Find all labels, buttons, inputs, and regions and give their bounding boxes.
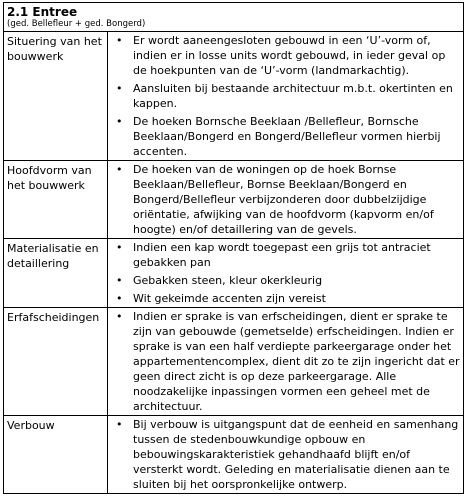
- criteria-row-hoofdvorm: [4, 161, 464, 239]
- criteria-row-situering: [4, 32, 464, 161]
- bullet-item: • Wit gekeimde accenten zijn vereist: [108, 291, 460, 306]
- row-content: [108, 416, 464, 494]
- criteria-row-materialisatie: [4, 239, 464, 308]
- bullet-item: • Indien een kap wordt toegepast een grijs tot antraciet gebakken pan: [108, 240, 460, 270]
- row-label: Erfafscheidingen: [4, 308, 108, 416]
- bullet-list: [108, 309, 460, 414]
- row-label: Materialisatie en detaillering: [4, 239, 108, 308]
- row-label: Hoofdvorm van het bouwwerk: [4, 161, 108, 239]
- row-content: [108, 239, 464, 308]
- section-header-cell: [4, 3, 464, 32]
- bullet-item: • De hoeken Bornsche Beeklaan /Bellefleur, Bornsche Beeklaan/Bongerd en Bongerd/Bellefleur vormen hierbij accenten.: [108, 114, 460, 159]
- bullet-list: [108, 417, 460, 492]
- bullet-item: • Aansluiten bij bestaande architectuur m.b.t. okertinten en kappen.: [108, 81, 460, 111]
- criteria-row-erfafscheidingen: [4, 308, 464, 416]
- section-title: 2.1 Entree: [7, 5, 78, 19]
- row-content: [108, 308, 464, 416]
- row-label: Situering van het bouwwerk: [4, 32, 108, 161]
- bullet-item: • Er wordt aaneengesloten gebouwd in een ‘U’-vorm of, indien er in losse units wordt gebouwd, in ieder geval op de hoekpunten van de ‘U’-vorm (landmarkachtig).: [108, 33, 460, 78]
- row-label: Verbouw: [4, 416, 108, 494]
- row-content: [108, 32, 464, 161]
- criteria-table: [3, 2, 464, 494]
- welstand-criteria-document: [3, 2, 464, 494]
- bullet-item: • Indien er sprake is van erfscheidingen, dient er sprake te zijn van gebouwde (gemetselde) erfscheidingen. Indien er sprake is van een half verdiepte parkeergarage onder het appartementencomplex, dient dit zo te zijn ingericht dat er geen direct zicht is op deze parkeergarage. Alle noodzakelijke inpassingen vormen een geheel met de architectuur.: [108, 309, 460, 414]
- bullet-item: • De hoeken van de woningen op de hoek Bornse Beeklaan/Bellefleur, Bornse Beeklaan/Bongerd en Bongerd/Bellefleur verbijzonderen door dubbelzijdige oriëntatie, afwijking van de hoofdvorm (kapvorm en/of hoogte) en/of detaillering van de gevels.: [108, 162, 460, 237]
- bullet-item: • Bij verbouw is uitgangspunt dat de eenheid en samenhang tussen de stedenbouwkundige opbouw en bebouwingskarakteristiek gehandhaafd blijft en/of versterkt wordt. Geleding en materialisatie dienen aan te sluiten bij het oorspronkelijke ontwerp.: [108, 417, 460, 492]
- bullet-list: [108, 240, 460, 306]
- row-content: [108, 161, 464, 239]
- bullet-list: [108, 162, 460, 237]
- section-header-row: [4, 3, 464, 32]
- section-subtitle: (ged. Bellefleur + ged. Bongerd): [7, 19, 146, 29]
- criteria-row-verbouw: [4, 416, 464, 494]
- bullet-list: [108, 33, 460, 159]
- bullet-item: • Gebakken steen, kleur okerkleurig: [108, 273, 460, 288]
